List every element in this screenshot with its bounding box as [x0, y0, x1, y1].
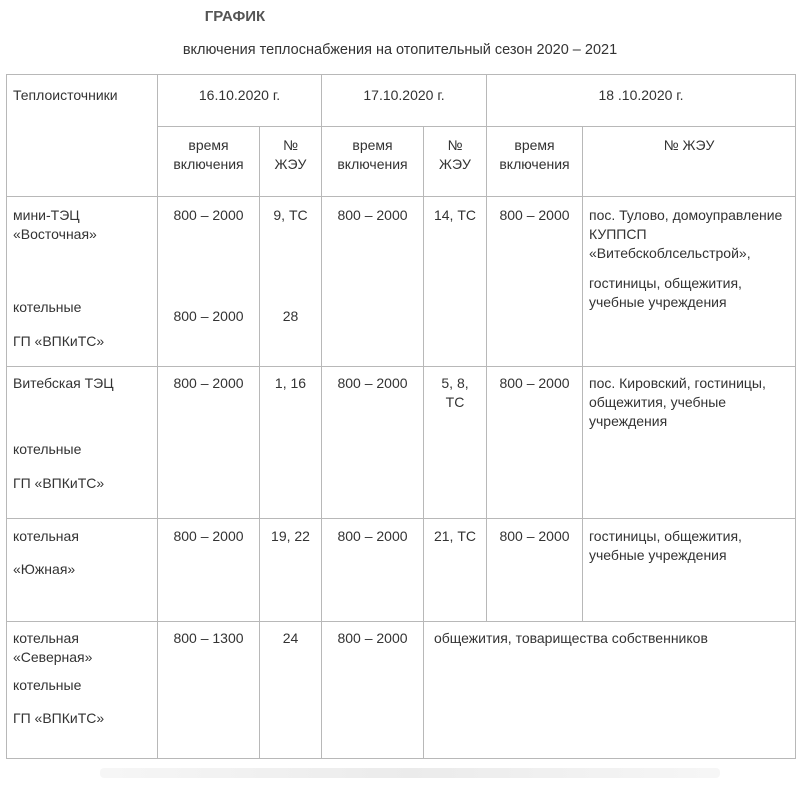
- header-zheu-1: № ЖЭУ: [260, 127, 322, 197]
- zheu-cell: 5, 8, ТС: [424, 367, 487, 519]
- document-title: ГРАФИК: [204, 8, 266, 25]
- source-name: ГП «ВПКиТС»: [13, 710, 105, 726]
- header-date-3: 18 .10.2020 г.: [487, 75, 796, 127]
- zheu-cell: [260, 197, 322, 367]
- source-cell: [7, 519, 158, 622]
- source-name: котельная: [13, 528, 79, 544]
- source-cell: [7, 622, 158, 759]
- source-name: «Южная»: [13, 561, 76, 577]
- source-name: котельная «Северная»: [13, 630, 93, 665]
- zheu-cell: гостиницы, общежития, учебные учреждения: [583, 519, 796, 622]
- zheu-cell: 14, ТС: [424, 197, 487, 367]
- time-cell: 800 – 2000: [487, 197, 583, 367]
- zheu-cell: [583, 197, 796, 367]
- blurred-footer-text: [100, 768, 720, 778]
- time-value: 800 – 2000: [173, 207, 244, 223]
- header-time-3: время включения: [487, 127, 583, 197]
- time-cell: [158, 197, 260, 367]
- header-date-1: 16.10.2020 г.: [158, 75, 322, 127]
- header-row-dates: [7, 75, 796, 127]
- source-name: котельные: [13, 299, 82, 315]
- table-row: [7, 197, 796, 367]
- source-cell: [7, 197, 158, 367]
- time-cell: 800 – 2000: [322, 622, 424, 759]
- time-cell: 800 – 2000: [322, 197, 424, 367]
- time-cell: 800 – 2000: [487, 367, 583, 519]
- table-row: [7, 519, 796, 622]
- source-cell: [7, 367, 158, 519]
- time-cell: 800 – 2000: [322, 519, 424, 622]
- header-source: Теплоисточники: [7, 75, 158, 197]
- document-subtitle: включения теплоснабжения на отопительный сезон 2020 – 2021: [182, 42, 618, 58]
- zheu-cell: 1, 16: [260, 367, 322, 519]
- time-cell: 800 – 2000: [322, 367, 424, 519]
- zheu-value: гостиницы, общежития, учебные учреждения: [589, 275, 742, 310]
- source-name: Витебская ТЭЦ: [13, 375, 114, 391]
- header-zheu-3: № ЖЭУ: [583, 127, 796, 197]
- merged-cell: общежития, товарищества собственников: [424, 622, 796, 759]
- zheu-cell: 21, ТС: [424, 519, 487, 622]
- source-name: мини-ТЭЦ «Восточная»: [13, 207, 97, 242]
- time-cell: 800 – 2000: [487, 519, 583, 622]
- header-time-2: время включения: [322, 127, 424, 197]
- table-row: [7, 367, 796, 519]
- table-row: [7, 622, 796, 759]
- zheu-cell: 19, 22: [260, 519, 322, 622]
- time-cell: 800 – 2000: [158, 519, 260, 622]
- header-date-2: 17.10.2020 г.: [322, 75, 487, 127]
- source-name: котельные: [13, 441, 82, 457]
- header-zheu-2: № ЖЭУ: [424, 127, 487, 197]
- zheu-value: пос. Тулово, домоуправление КУППСП «Витебскоблсельстрой»,: [589, 207, 783, 261]
- zheu-value: 9, ТС: [273, 207, 308, 223]
- time-cell: 800 – 2000: [158, 367, 260, 519]
- heating-schedule-table: [6, 74, 796, 759]
- source-name: ГП «ВПКиТС»: [13, 475, 105, 491]
- source-name: котельные: [13, 677, 82, 693]
- time-value: 800 – 2000: [173, 308, 244, 324]
- source-name: ГП «ВПКиТС»: [13, 333, 105, 349]
- zheu-cell: 24: [260, 622, 322, 759]
- header-time-1: время включения: [158, 127, 260, 197]
- zheu-cell: пос. Кировский, гостиницы, общежития, учебные учреждения: [583, 367, 796, 519]
- time-cell: 800 – 1300: [158, 622, 260, 759]
- zheu-value: 28: [282, 308, 299, 324]
